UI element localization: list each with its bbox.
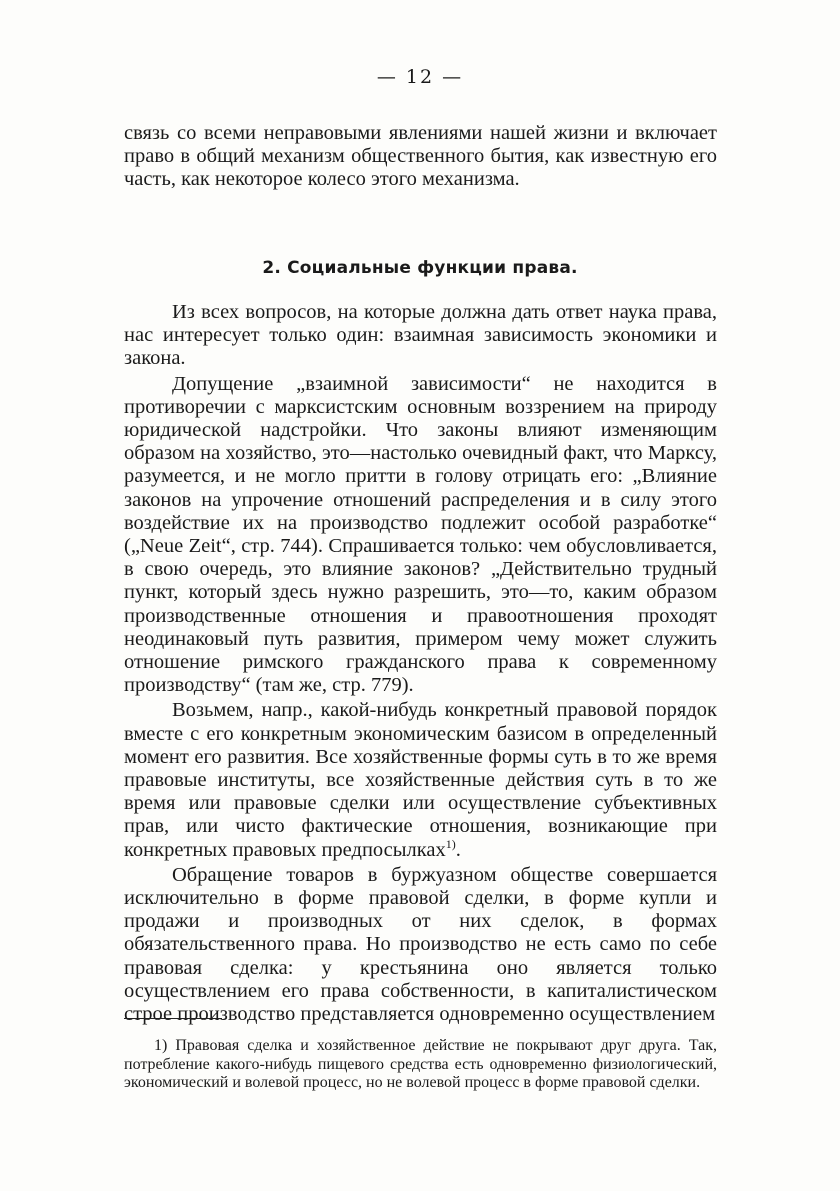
footnote-reference: 1) <box>445 836 456 851</box>
section-body <box>124 301 717 1026</box>
paragraph-1: Из всех вопросов, на которые должна дать ответ наука права, нас интересует только один: взаимная зависимость экономики и закона. <box>124 301 717 370</box>
footnote-divider <box>124 1018 222 1019</box>
paragraph-3-text: Возьмем, напр., какой-нибудь конкретный правовой порядок вместе с его конкретным экономическим базисом в определенный момент его развития. Все хозяйственные формы суть в то же время правовые институты, все хозяйственные действия суть в то же время или правовые сделки или осуществление субъективных прав, или чисто фактические отношения, возникающие при конкретных правовых предпосылках <box>124 699 717 861</box>
paragraph-2: Допущение „взаимной зависимости“ не находится в противоречии с марксистским основным воззрением на природу юридической надстройки. Что законы влияют изменяющим образом на хозяйство, это—настолько очевидный факт, что Марксу, разумеется, и не могло притти в голову отрицать его: „Влияние законов на упрочение отношений распределения и в силу этого воздействие их на производство подлежит особой разработке“ („Neue Zeit“, стр. 744). Спрашивается только: чем обусловливается, в свою очередь, это влияние законов? „Действительно трудный пункт, который здесь нужно разрешить, это—то, каким образом производственные отношения и правоотношения проходят неодинаковый путь развития, примером чему может служить отношение римского гражданского права к современному производству“ (там же, стр. 779). <box>124 372 717 697</box>
footnote-1: 1) Правовая сделка и хозяйственное действие не покрывают друг друга. Так, потребление какого-нибудь пищевого средства есть одновременно физиологический, экономический и волевой процесс, но не волевой процесс в форме правовой сделки. <box>124 1037 717 1092</box>
paragraph-3: Возьмем, напр., какой-нибудь конкретный правовой порядок вместе с его конкретным экономическим базисом в определенный момент его развития. Все хозяйственные формы суть в то же время правовые институты, все хозяйственные действия суть в то же время или правовые сделки или осуществление субъективных прав, или чисто фактические отношения, возникающие при конкретных правовых предпосылках$^{1)}$. <box>124 699 717 861</box>
paragraph-4: Обращение товаров в буржуазном обществе совершается исключительно в форме правовой сделки, в форме купли и продажи и производных от них сделок, в формах обязательственного права. Но производство не есть само по себе правовая сделка: у крестьянина оно является только осуществлением его права собственности, в капиталистическом строе производство представляется одновременно осуществлением <box>124 863 717 1026</box>
intro-paragraph: связь со всеми неправовыми явлениями нашей жизни и включает право в общий механизм общественного бытия, как известную его часть, как некоторое колесо этого механизма. <box>124 122 717 191</box>
footnotes <box>124 1037 717 1093</box>
intro-text <box>124 122 717 192</box>
page-number: — 12 — <box>376 66 464 88</box>
section-heading: 2. Социальные функции права. <box>262 258 578 278</box>
